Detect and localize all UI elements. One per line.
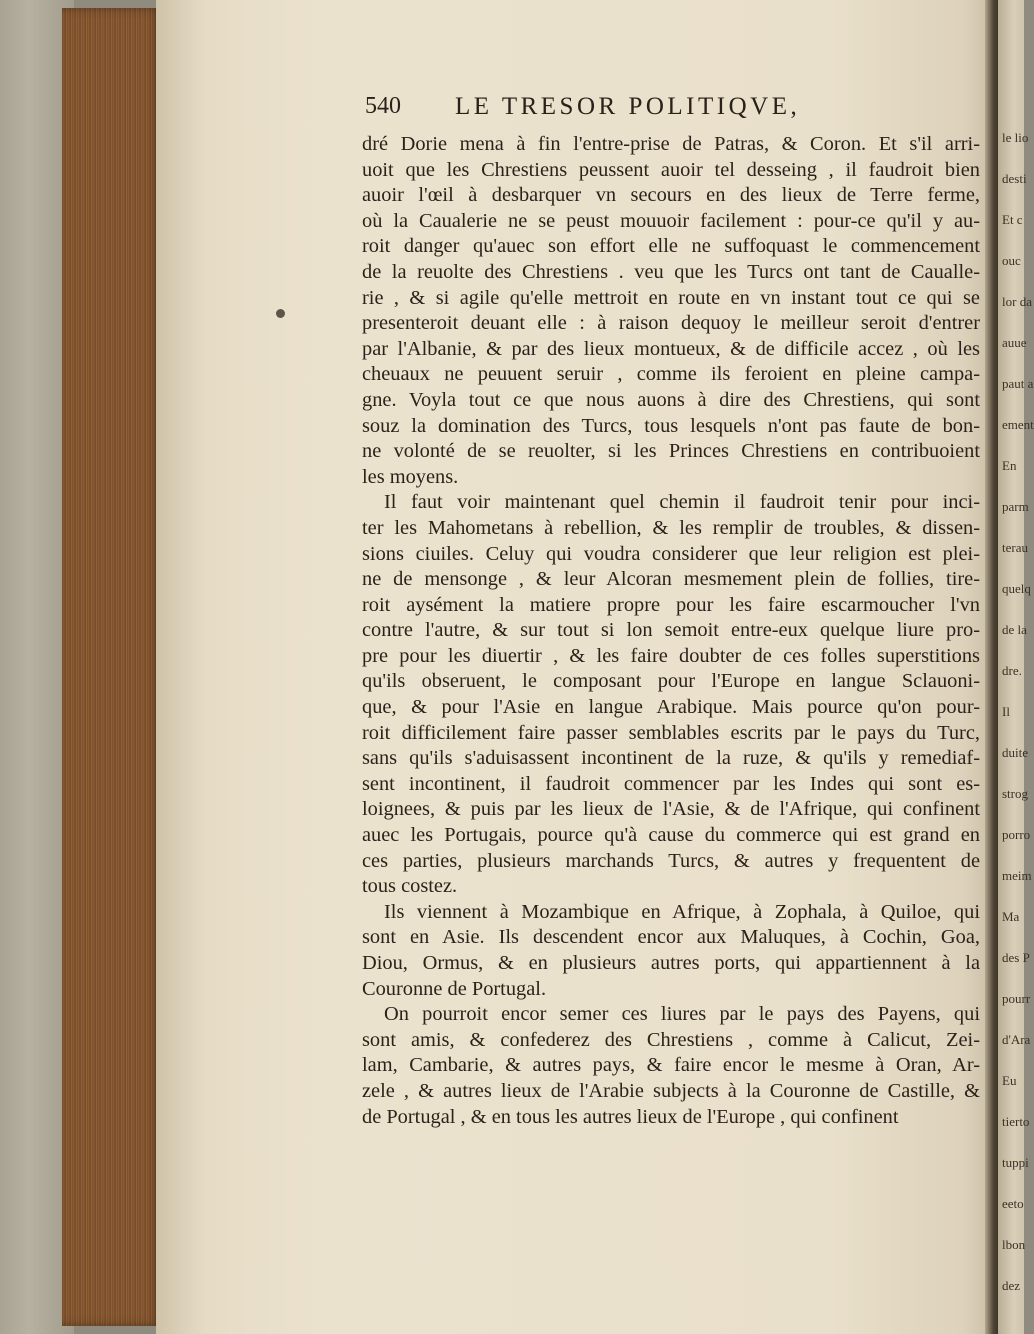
facing-page-fragment: dre. <box>1002 663 1022 678</box>
facing-page-fragment: pourr <box>1002 991 1031 1006</box>
text-line: souz la domination des Turcs, tous lesquels n'ont pas faute de bon- <box>362 414 980 437</box>
text-line: par l'Albanie, & par des lieux montueux, & de difficile accez , où les <box>362 337 980 360</box>
facing-page-fragment: quelq <box>1002 581 1031 596</box>
text-line: zele , & autres lieux de l'Arabie subjects à la Couronne de Castille, & <box>362 1079 980 1102</box>
text-line: ter les Mahometans à rebellion, & les remplir de troubles, & dissen- <box>362 516 980 539</box>
text-line: sions ciuiles. Celuy qui voudra considerer que leur religion est plei- <box>362 542 980 565</box>
text-line: uoit que les Chrestiens peussent auoir tel desseing , il faudroit bien <box>362 158 980 181</box>
text-line: gne. Voyla tout ce que nous auons à dire des Chrestiens, qui sont <box>362 388 980 411</box>
text-line: rie , & si agile qu'elle mettroit en route en vn instant tout ce qui se <box>362 286 980 309</box>
facing-page-fragment: d'Ara <box>1002 1032 1031 1047</box>
facing-page-fragment: terau <box>1002 540 1028 555</box>
text-line: tous costez. <box>362 875 458 898</box>
text-line: Diou, Ormus, & en plusieurs autres ports, qui appartiennent à la <box>362 952 980 974</box>
facing-page-fragment: de la <box>1002 622 1027 637</box>
facing-page-fragment: meim <box>1002 868 1032 883</box>
facing-page-fragment: eeto <box>1002 1196 1024 1211</box>
text-line: cheuaux ne peuuent seruir , comme ils feroient en pleine campa- <box>362 363 980 386</box>
text-line: Il faut voir maintenant quel chemin il faudroit tenir pour inci- <box>384 491 980 514</box>
text-line: lam, Cambarie, & autres pays, & faire encor le mesme à Oran, Ar- <box>362 1054 980 1077</box>
text-line: roit difficilement faire passer semblables escrits par le pays du Turc, <box>362 721 980 744</box>
text-line: de la reuolte des Chrestiens . veu que les Turcs ont tant de Caualle- <box>362 260 980 283</box>
text-line: ces parties, plusieurs marchands Turcs, & autres y frequentent de <box>362 849 980 872</box>
text-line: auoir l'œil à desbarquer vn secours en des lieux de Terre ferme, <box>362 184 980 207</box>
facing-page-fragment: paut a <box>1002 376 1034 391</box>
page-number: 540 <box>365 93 401 119</box>
text-line: roit danger qu'auec son effort elle ne suffoquast le commencement <box>362 235 980 258</box>
facing-page-fragment: le lio <box>1002 130 1029 145</box>
facing-page-fragment: Et c <box>1002 212 1023 227</box>
facing-page-fragment: En <box>1002 458 1017 473</box>
text-line: de Portugal , & en tous les autres lieux de l'Europe , qui confinent <box>362 1105 899 1128</box>
text-line: presenteroit deuant elle : à raison dequoy le meilleur seroit d'entrer <box>362 312 980 335</box>
text-line: dré Dorie mena à fin l'entre-prise de Patras, & Coron. Et s'il arri- <box>362 133 980 155</box>
facing-page-fragment: strog <box>1002 786 1028 801</box>
text-line: auec les Portugais, pource qu'à cause du commerce qui est grand en <box>362 824 980 847</box>
text-line: qu'ils obseruent, le composant pour l'Europe en langue Sclauoni- <box>362 670 980 693</box>
text-line: On pourroit encor semer ces liures par le pays des Payens, qui <box>384 1003 980 1026</box>
running-head: LE TRESOR POLITIQVE, <box>455 93 801 120</box>
facing-page-fragment: desti <box>1002 171 1027 186</box>
text-line: ne de mensonge , & leur Alcoran mesmement plein de follies, tire- <box>362 568 980 591</box>
facing-page-fragment: porro <box>1002 827 1031 842</box>
text-line: sans qu'ils s'aduisassent incontinent de la ruze, & qu'ils y remediaf- <box>362 747 980 770</box>
text-line: loignees, & puis par les lieux de l'Asie, & de l'Afrique, qui confinent <box>362 798 980 821</box>
ink-spot <box>276 309 285 318</box>
text-line: sent incontinent, il faudroit commencer par les Indes qui sont es- <box>362 772 980 795</box>
page-header <box>365 93 985 129</box>
facing-page-fragment: Ma <box>1002 909 1020 924</box>
facing-page-fragment: dez <box>1002 1278 1021 1293</box>
facing-page-fragment: parm <box>1002 499 1029 514</box>
facing-page-fragment: lbon <box>1002 1237 1026 1252</box>
facing-page-fragment: tuppi <box>1002 1155 1029 1170</box>
facing-page-fragment: ement <box>1002 417 1034 432</box>
text-line: contre l'autre, & sur tout si lon semoit entre-eux quelque liure pro- <box>362 619 980 642</box>
facing-page-fragment: duite <box>1002 745 1028 760</box>
text-line: où la Caualerie ne se peust mouuoir facilement : pour-ce qu'il y au- <box>362 209 980 232</box>
text-line: Couronne de Portugal. <box>362 977 547 1000</box>
text-line: que, & pour l'Asie en langue Arabique. Mais pource qu'on pour- <box>362 696 980 719</box>
facing-page-fragment: tierto <box>1002 1114 1030 1129</box>
text-line: pre pour les diuertir , & les faire doubter de ces folles superstitions <box>362 644 980 667</box>
facing-page-fragment: auue <box>1002 335 1027 350</box>
text-line: sont en Asie. Ils descendent encor aux Maluques, à Cochin, Goa, <box>362 926 980 949</box>
facing-page-fragment: Il <box>1002 704 1010 719</box>
text-line: ne volonté de se reuolter, si les Princes Chrestiens en contribuoient <box>362 440 980 463</box>
book-fore-edge <box>62 8 162 1326</box>
text-line: sont amis, & confederez des Chrestiens , comme à Calicut, Zei- <box>362 1028 980 1051</box>
text-line: roit aysément la matiere propre pour les faire escarmoucher l'vn <box>362 593 980 616</box>
facing-page-fragment: des P <box>1002 950 1030 965</box>
body-text <box>362 132 980 1130</box>
text-line: les moyens. <box>362 465 459 488</box>
facing-page-fragment: Eu <box>1002 1073 1017 1088</box>
facing-page-edge <box>998 0 1034 1334</box>
text-line: Ils viennent à Mozambique en Afrique, à Zophala, à Quiloe, qui <box>384 900 980 923</box>
facing-page-fragment: ouc <box>1002 253 1021 268</box>
facing-page-fragment: lor da <box>1002 294 1032 309</box>
book-gutter <box>985 0 999 1334</box>
